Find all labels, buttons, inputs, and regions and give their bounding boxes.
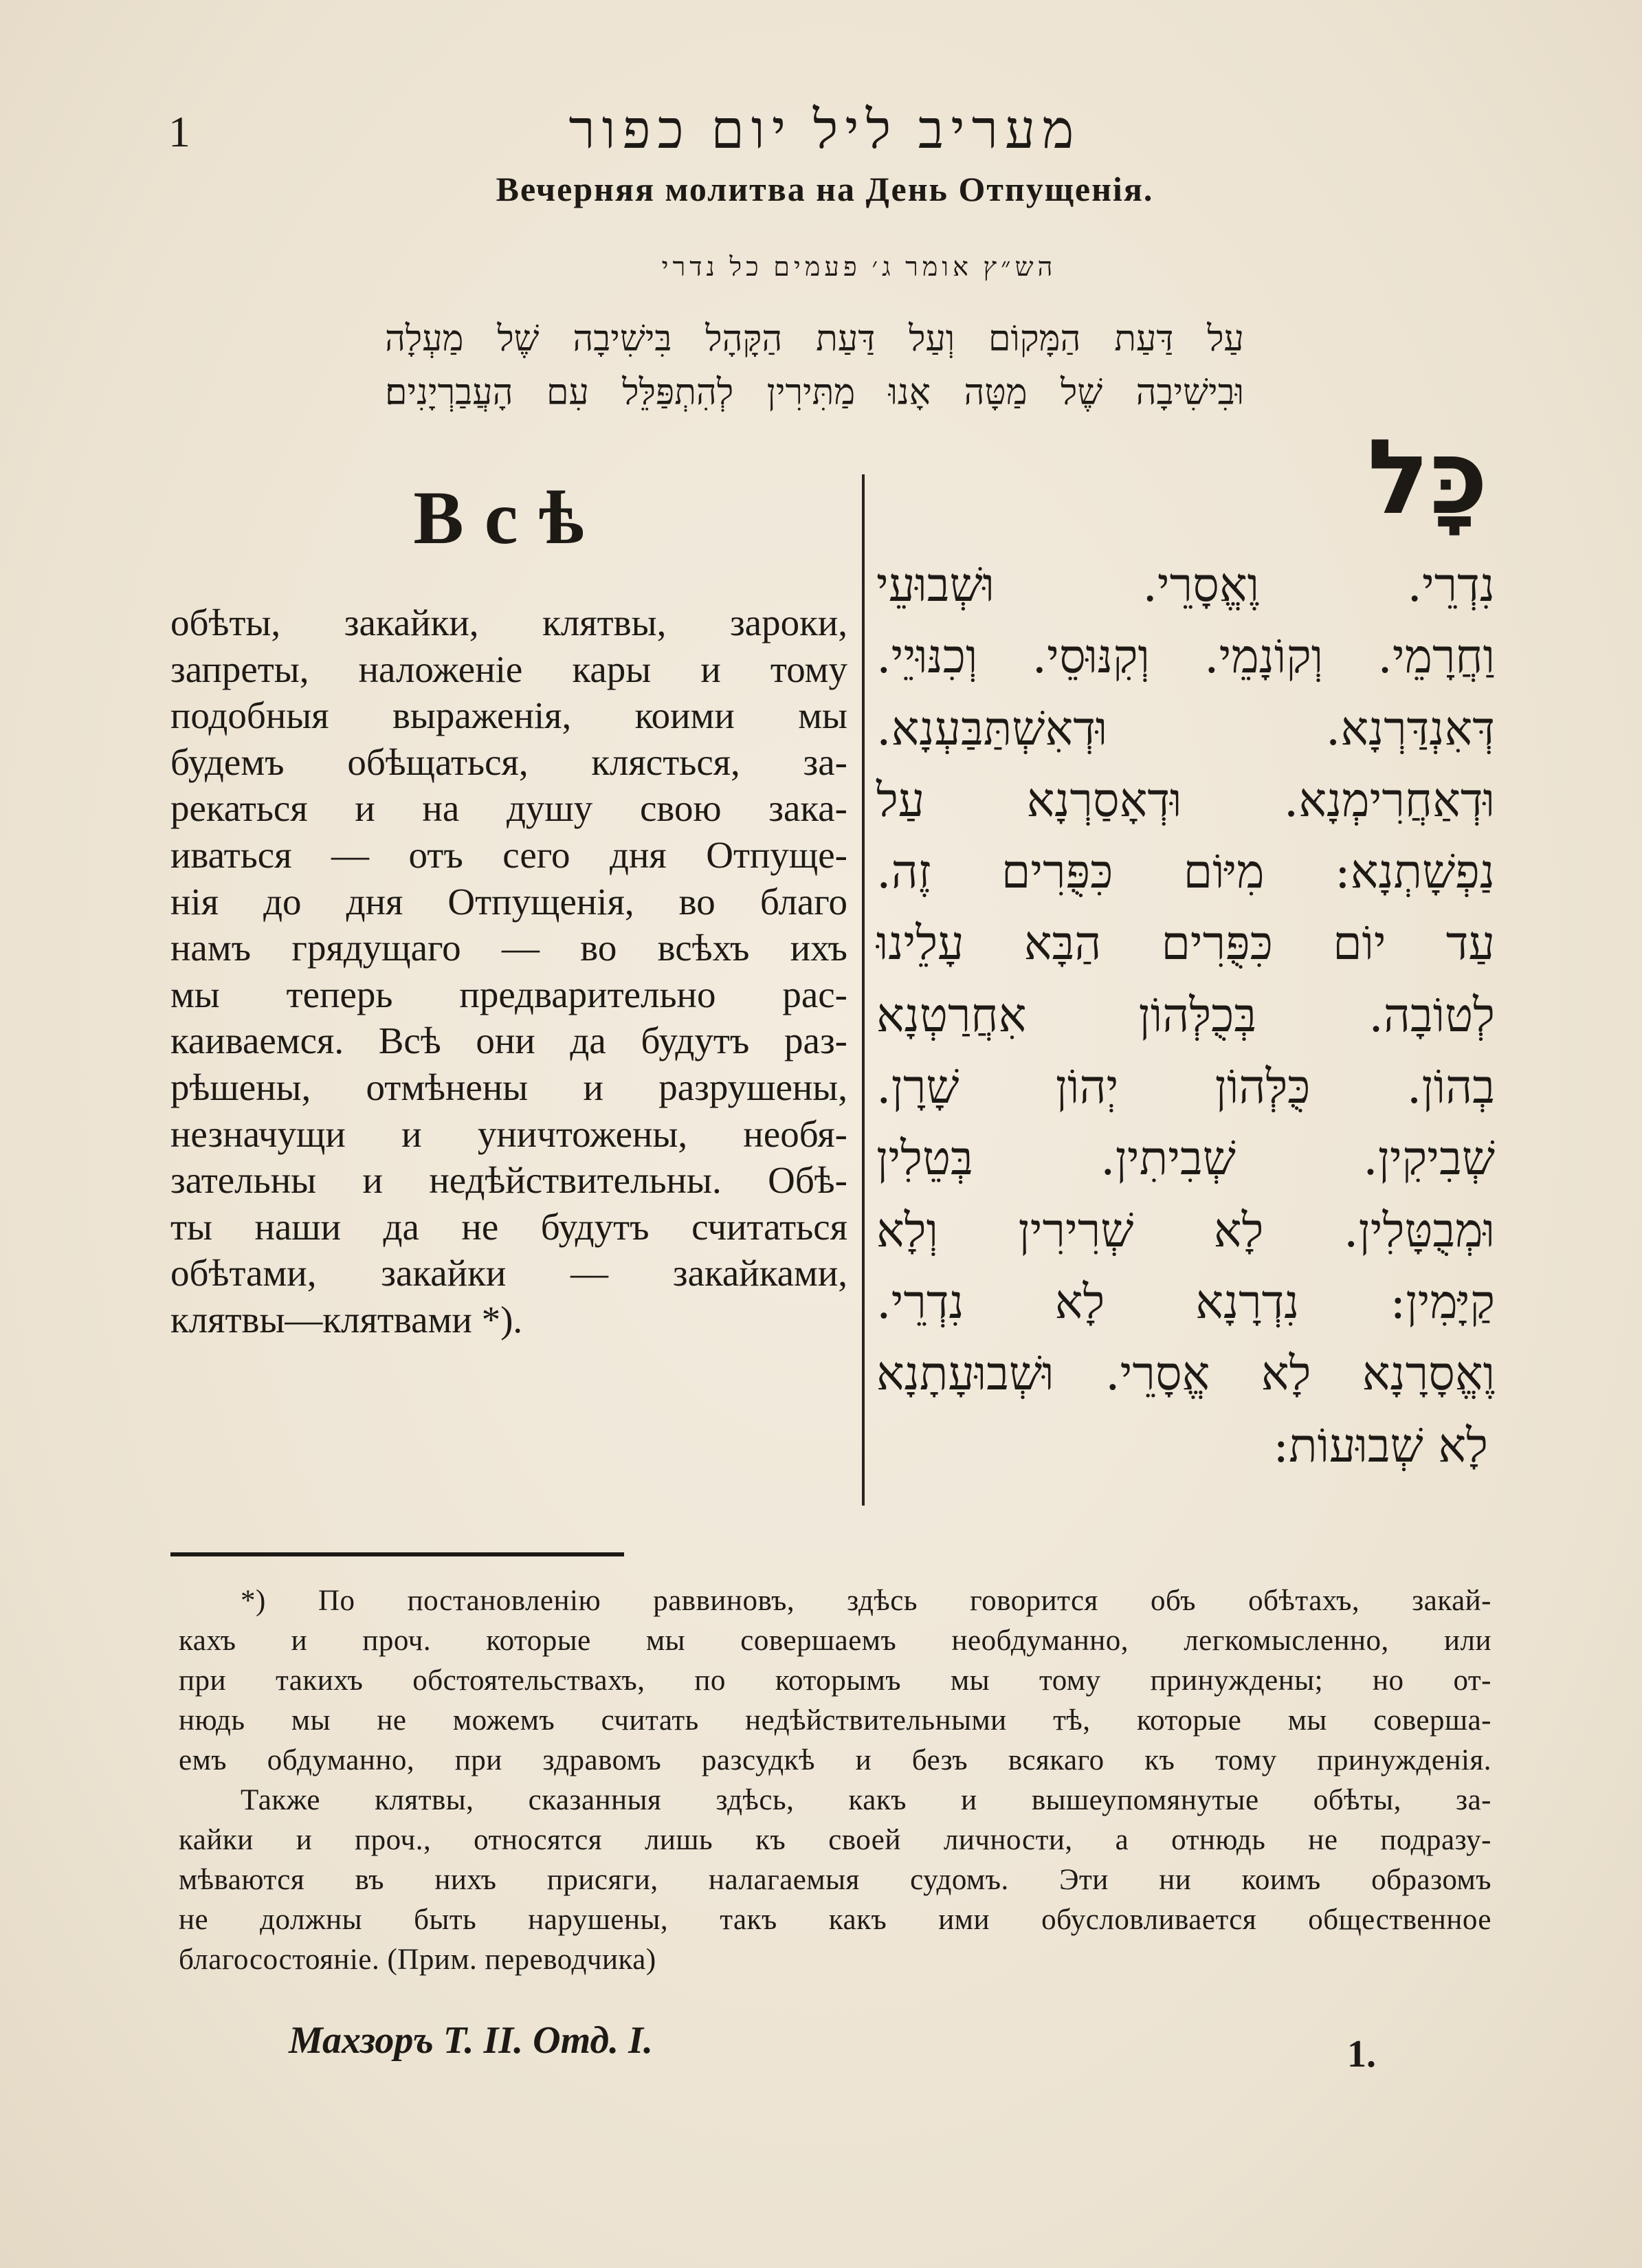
hebrew-line: נִדְרֵי. וֶאֱסָרֵי. וּשְׁבוּעֵי xyxy=(876,558,1495,613)
hebrew-line: וּדְאַחֲרִימְנָא. וּדְאָסַרְנָא עַל xyxy=(876,773,1495,828)
intro-hebrew-line: וּבִישִׁיבָה שֶׁל מַטָּה אָנוּ מַתִּירִין לְהִתְפַּלֵּל עִם הָעֲבַרְיָנִים׃ xyxy=(385,373,1244,412)
hebrew-line: עַד יוֹם כִּפֻּרִים הַבָּא עָלֵינוּ xyxy=(876,916,1495,971)
hebrew-line: דְּאִנְדַּרְנָא. וּדְאִשְׁתַּבַּעְנָא. xyxy=(876,701,1495,756)
footnote xyxy=(179,1581,1491,1980)
page-title-hebrew: מעריב ליל יום כפור xyxy=(568,100,1081,159)
hebrew-column xyxy=(876,418,1495,1482)
russian-line: рѣшены, отмѣнены и разрушены, xyxy=(170,1066,847,1108)
sheet-number: 1. xyxy=(1347,2033,1376,2076)
hebrew-line: וֶאֱסָרָנָא לָא אֱסָרֵי. וּשְׁבוּעָתָנָא xyxy=(876,1347,1495,1402)
russian-line: мы теперь предварительно рас- xyxy=(170,973,847,1015)
hebrew-line: לְטוֹבָה. בְּכֻלְּהוֹן אִחֲרַטְנָא xyxy=(876,988,1495,1043)
signature-mark: Махзоръ Т. II. Отд. I. xyxy=(289,2019,653,2062)
page-number: 1 xyxy=(168,107,190,156)
footnote-line: мѣваются въ нихъ присяги, налагаемыя судомъ. Эти ни коимъ образомъ xyxy=(179,1864,1491,1896)
hebrew-line: וּמְבֻטָּלִין. לָא שְׁרִירִין וְלָא xyxy=(876,1203,1495,1258)
hebrew-line: נַפְשָׁתְנָא: מִיּוֹם כִּפֻּרִים זֶה. xyxy=(876,845,1495,900)
footnote-line: Также клятвы, сказанныя здѣсь, какъ и вышеупомянутые обѣты, за- xyxy=(241,1784,1491,1816)
hebrew-line: קַיָּמִין: נִדְרָנָא לָא נִדְרֵי. xyxy=(876,1275,1495,1330)
russian-line: обѣты, закайки, клятвы, зароки, xyxy=(170,602,847,643)
footnote-line: при такихъ обстоятельствахъ, по которымъ мы тому принуждены; но от- xyxy=(179,1664,1491,1697)
russian-drop-word: Всѣ xyxy=(413,476,605,560)
russian-line: намъ грядущаго — во всѣхъ ихъ xyxy=(170,927,847,969)
footnote-line: *) По постановленію раввиновъ, здѣсь говорится объ обѣтахъ, закай- xyxy=(241,1585,1491,1617)
hebrew-line: בְהוֹן. כֻּלְּהוֹן יְהוֹן שָׁרָן. xyxy=(876,1060,1495,1115)
footnote-divider xyxy=(170,1552,624,1556)
russian-column xyxy=(170,474,847,1343)
russian-line: запреты, наложеніе кары и тому xyxy=(170,648,847,690)
footnote-line: кахъ и проч. которые мы совершаемъ необдуманно, легкомысленно, или xyxy=(179,1625,1491,1657)
column-divider xyxy=(862,474,865,1506)
page-title-russian: Вечерняя молитва на День Отпущенія. xyxy=(496,170,1154,208)
russian-line: будемъ обѣщаться, клясться, за- xyxy=(170,740,847,783)
russian-line: клятвы—клятвами *). xyxy=(170,1298,523,1341)
footnote-line: кайки и проч., относятся лишь къ своей личности, а отнюдь не подразу- xyxy=(179,1824,1491,1856)
footnote-line: нюдь мы не можемъ считать недѣйствительными тѣ, которые мы соверша- xyxy=(179,1704,1491,1737)
russian-line: нія до дня Отпущенія, во благо xyxy=(170,880,847,923)
intro-hebrew xyxy=(385,313,1244,420)
hebrew-drop-word: כָּל xyxy=(1367,418,1488,538)
footnote-line: благосостояніе. (Прим. переводчика) xyxy=(179,1944,656,1976)
russian-line: обѣтами, закайки — закайками, xyxy=(170,1252,847,1295)
hebrew-line: לָא שְׁבוּעוֹת: xyxy=(1273,1418,1488,1473)
russian-line: рекаться и на душу свою зака- xyxy=(170,787,847,830)
intro-hebrew-line: עַל דַּעַת הַמָּקוֹם וְעַל דַּעַת הַקָּהָל בִּישִׁיבָה שֶׁל מַעְלָה xyxy=(385,320,1244,359)
hebrew-line: וַחֲרָמֵי. וְקוֹנָמֵי. וְקִנּוּסֵי. וְכִנּוּיֵי. xyxy=(876,630,1495,685)
footnote-line: не должны быть нарушены, такъ какъ ими обусловливается общественное xyxy=(179,1904,1491,1936)
russian-line: иваться — отъ сего дня Отпуще- xyxy=(170,833,847,876)
russian-line: незначущи и уничтожены, необя- xyxy=(170,1112,847,1155)
russian-line: подобныя выраженія, коими мы xyxy=(170,694,847,737)
russian-line: зательны и недѣйствительны. Обѣ- xyxy=(170,1159,847,1202)
hebrew-line: שְׁבִיקִין. שְׁבִיתִין. בְּטֵלִין xyxy=(876,1132,1495,1187)
russian-line: ты наши да не будутъ считаться xyxy=(170,1205,847,1248)
instruction-hebrew: הש״ץ אומר ג׳ פעמים כל נדרי xyxy=(661,253,1057,282)
footnote-line: емъ обдуманно, при здравомъ разсудкѣ и безъ всякаго къ тому принужденія. xyxy=(179,1744,1491,1776)
russian-line: каиваемся. Всѣ они да будутъ раз- xyxy=(170,1020,847,1062)
